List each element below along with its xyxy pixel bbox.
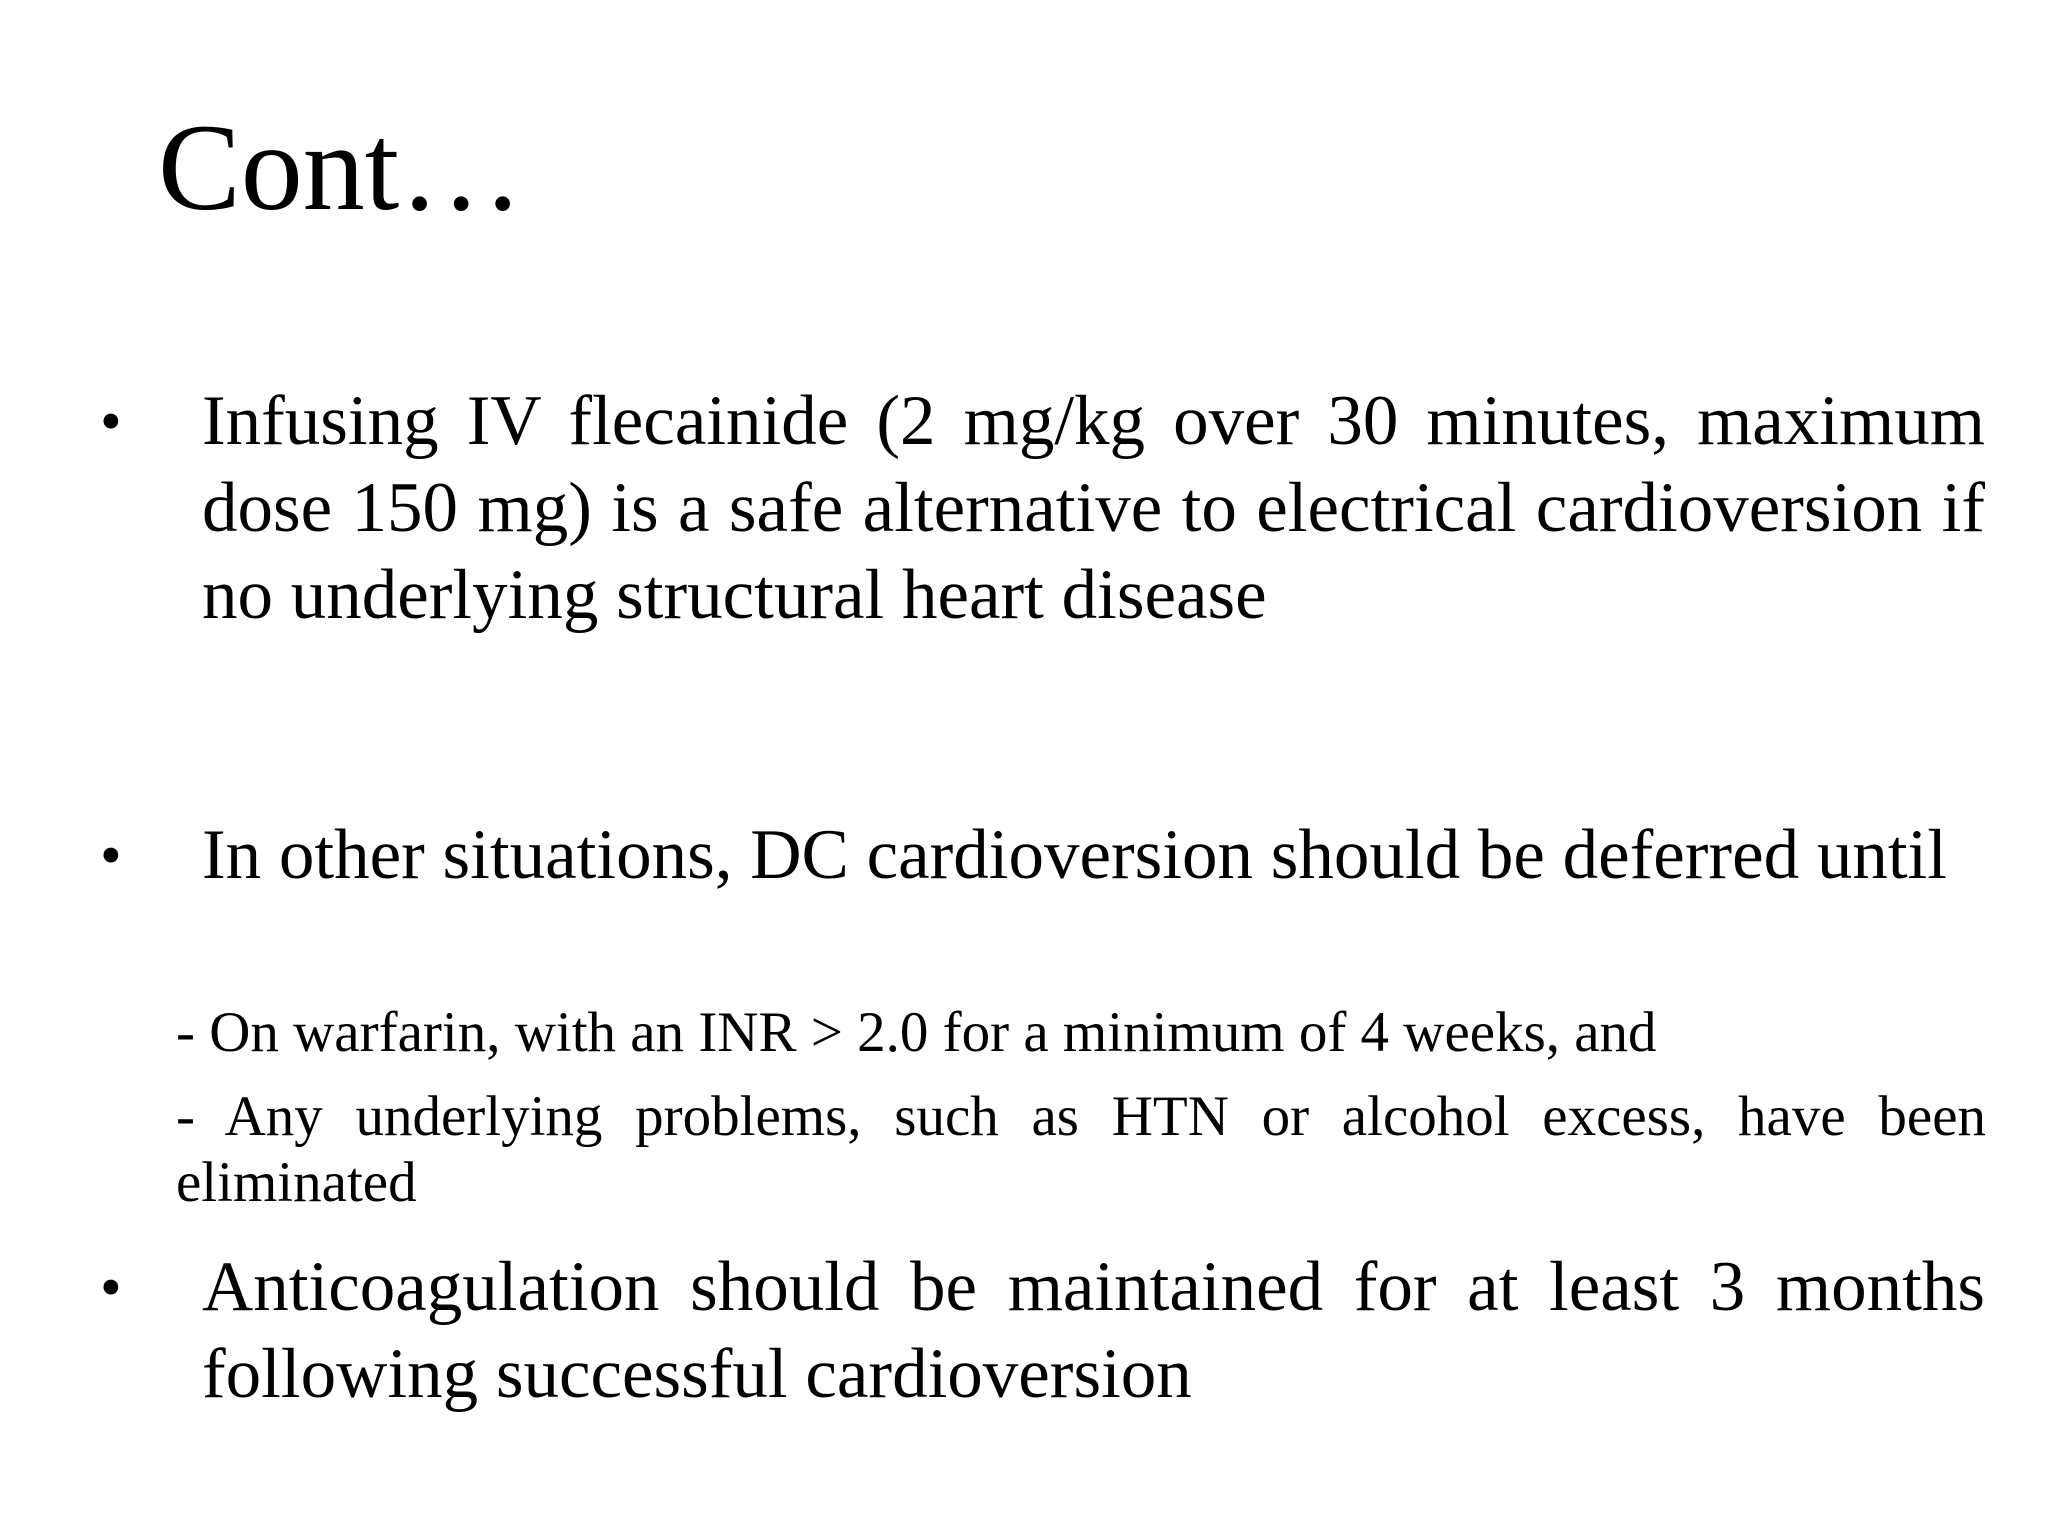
sub-item-warfarin: - On warfarin, with an INR > 2.0 for a minimum of 4 weeks, and [176, 1001, 1657, 1064]
bullet-marker: • [100, 1254, 122, 1322]
bullet-marker: • [100, 822, 122, 890]
bullet-text: In other situations, DC cardioversion should be deferred until [202, 816, 1948, 894]
bullet-text: Anticoagulation should be maintained for at least 3 months following successful cardioversion [202, 1248, 1985, 1413]
slide-title: Cont… [158, 99, 524, 236]
sub-item-underlying-problems: - Any underlying problems, such as HTN or alcohol excess, have been eliminated [176, 1085, 1986, 1214]
bullet-text: Infusing IV flecainide (2 mg/kg over 30 minutes, maximum dose 150 mg) is a safe alternative to electrical cardioversion if no underlying structural heart disease [202, 382, 1985, 634]
bullet-marker: • [100, 388, 122, 456]
